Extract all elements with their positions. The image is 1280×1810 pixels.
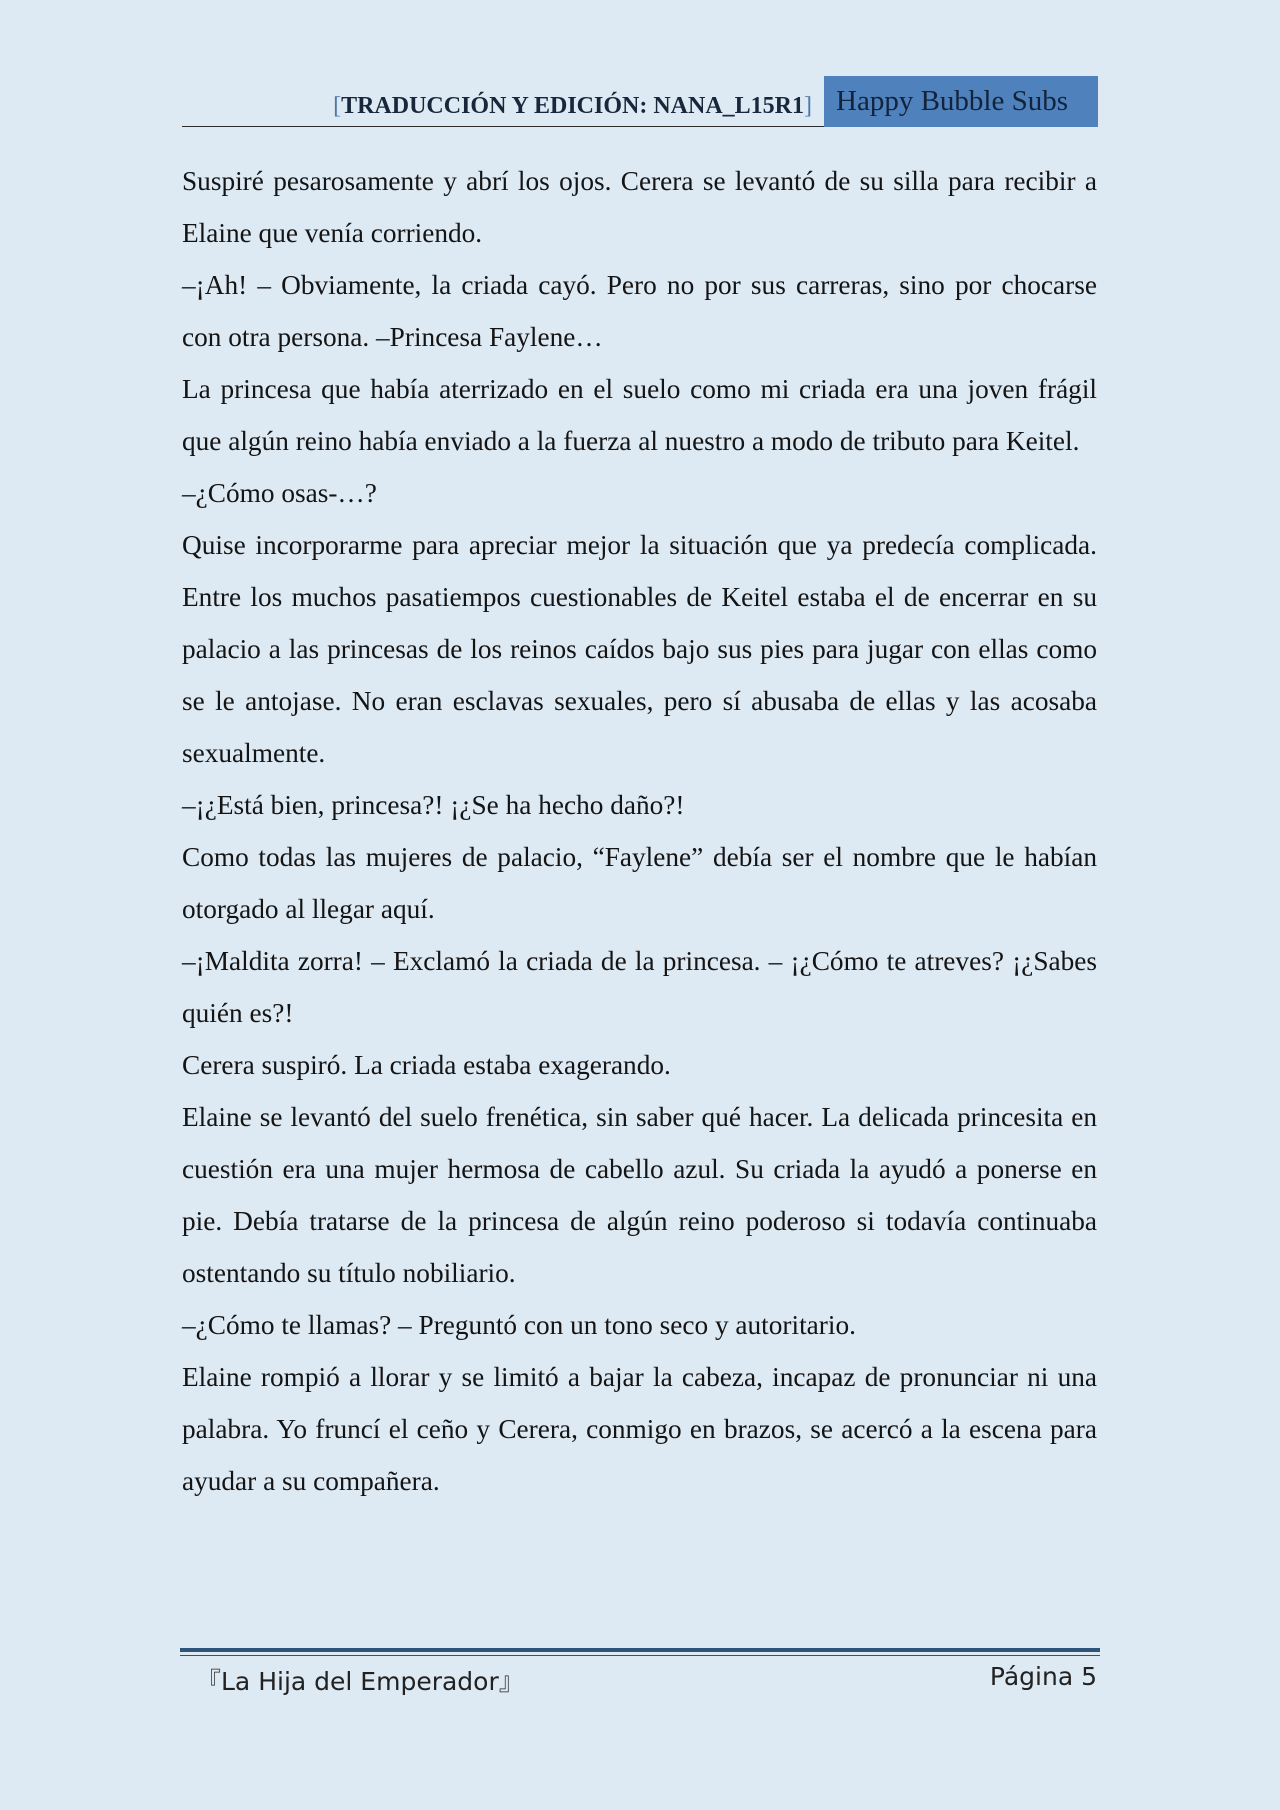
paragraph: –¿Cómo te llamas? – Preguntó con un tono seco y autoritario. [182,1310,856,1340]
footer-divider [180,1648,1100,1652]
credit-text: TRADUCCIÓN Y EDICIÓN: NANA_L15R1 [341,93,804,119]
credit-close-bracket: ] [804,93,812,119]
paragraph: –¿Cómo osas-…? [182,478,377,508]
paragraph: Suspiré pesarosamente y abrí los ojos. Cerera se levantó de su silla para recibir a Elaine que venía corriendo. [182,166,1097,248]
paragraph: Quise incorporarme para apreciar mejor la situación que ya predecía complicada. Entre los muchos pasatiempos cuestionables de Keitel estaba el de encerrar en su palacio a las princesas de los reinos caídos bajo sus pies para jugar con ellas como se le antojase. No eran esclavas sexuales, pero sí abusaba de ellas y las acosaba sexualmente. [182,530,1097,768]
translation-credit [333,93,812,120]
footer-book-title: 『La Hija del Emperador』 [196,1667,524,1696]
paragraph: Elaine se levantó del suelo frenética, sin saber qué hacer. La delicada princesita en cuestión era una mujer hermosa de cabello azul. Su criada la ayudó a ponerse en pie. Debía tratarse de la princesa de algún reino poderoso si todavía continuaba ostentando su título nobiliario. [182,1102,1097,1288]
paragraph: –¡¿Está bien, princesa?! ¡¿Se ha hecho daño?! [182,790,685,820]
page-body [182,155,1097,1507]
paragraph: La princesa que había aterrizado en el suelo como mi criada era una joven frágil que algún reino había enviado a la fuerza al nuestro a modo de tributo para Keitel. [182,374,1097,456]
paragraph: –¡Ah! – Obviamente, la criada cayó. Pero no por sus carreras, sino por chocarse con otra persona. –Princesa Faylene… [182,270,1097,352]
footer-page-number: Página 5 [989,1662,1097,1691]
paragraph: Como todas las mujeres de palacio, “Faylene” debía ser el nombre que le habían otorgado al llegar aquí. [182,842,1097,924]
group-badge: Happy Bubble Subs [824,76,1098,127]
paragraph: Cerera suspiró. La criada estaba exagerando. [182,1050,671,1080]
paragraph: Elaine rompió a llorar y se limitó a bajar la cabeza, incapaz de pronunciar ni una palabra. Yo fruncí el ceño y Cerera, conmigo en brazos, se acercó a la escena para ayudar a su compañera. [182,1362,1097,1496]
paragraph: –¡Maldita zorra! – Exclamó la criada de la princesa. – ¡¿Cómo te atreves? ¡¿Sabes quién es?! [182,946,1097,1028]
page-header [182,76,1098,127]
credit-open-bracket: [ [333,93,342,119]
